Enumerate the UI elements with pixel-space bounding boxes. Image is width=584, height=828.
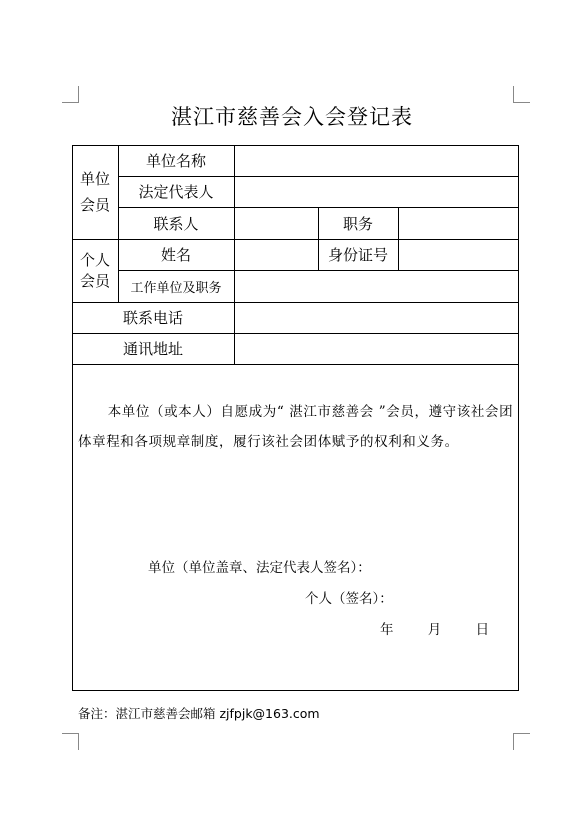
corner-mark-bottom-left	[62, 733, 79, 750]
phone-label: 联系电话	[122, 309, 183, 327]
position-label: 职务	[342, 214, 373, 233]
individual-signature-line: 个人（签名）：	[305, 591, 393, 607]
unit-member-label	[72, 145, 118, 239]
individual-member-label-line1: 个人	[79, 250, 110, 269]
unit-member-label-line1: 单位	[79, 170, 110, 188]
unit-signature-line: 单位（单位盖章、法定代表人签名）：	[148, 560, 371, 576]
date-year: 年	[380, 622, 394, 638]
unit-name-label: 单位名称	[145, 152, 206, 170]
contact-field[interactable]	[235, 208, 318, 239]
date-day: 日	[475, 622, 490, 638]
legal-rep-field[interactable]	[235, 177, 518, 207]
corner-mark-bottom-right	[513, 733, 530, 750]
individual-member-label	[72, 239, 118, 302]
date-line	[380, 618, 489, 638]
contact-label: 联系人	[153, 214, 199, 233]
table-border-bottom	[72, 690, 519, 691]
id-number-label: 身份证号	[327, 246, 388, 264]
declaration-text-block	[78, 397, 518, 457]
address-field[interactable]	[235, 334, 518, 364]
individual-member-label-line2: 会员	[79, 271, 110, 290]
position-field[interactable]	[399, 208, 518, 239]
id-number-field[interactable]	[399, 240, 518, 270]
table-border-right	[518, 145, 519, 691]
name-label: 姓名	[160, 246, 191, 264]
workplace-label: 工作单位及职务	[130, 280, 222, 296]
declaration-text: 本单位（或本人）自愿成为“ 湛江市慈善会 ”会员，遵守该社会团体章程和各项规章制度，履行该社会团体赋予的权利和义务。	[78, 404, 514, 450]
name-field[interactable]	[235, 240, 318, 270]
page-title: 湛江市慈善会入会登记表	[171, 105, 413, 129]
footnote-email: 备注：湛江市慈善会邮箱 zjfpjk@163.com	[78, 706, 320, 721]
phone-field[interactable]	[235, 303, 518, 333]
unit-member-label-line2: 会员	[79, 196, 110, 214]
address-label: 通讯地址	[122, 340, 183, 358]
table-row-divider	[72, 364, 519, 365]
unit-name-field[interactable]	[235, 146, 518, 176]
legal-rep-label: 法定代表人	[138, 183, 214, 201]
date-month: 月	[427, 622, 442, 638]
workplace-field[interactable]	[235, 271, 518, 302]
